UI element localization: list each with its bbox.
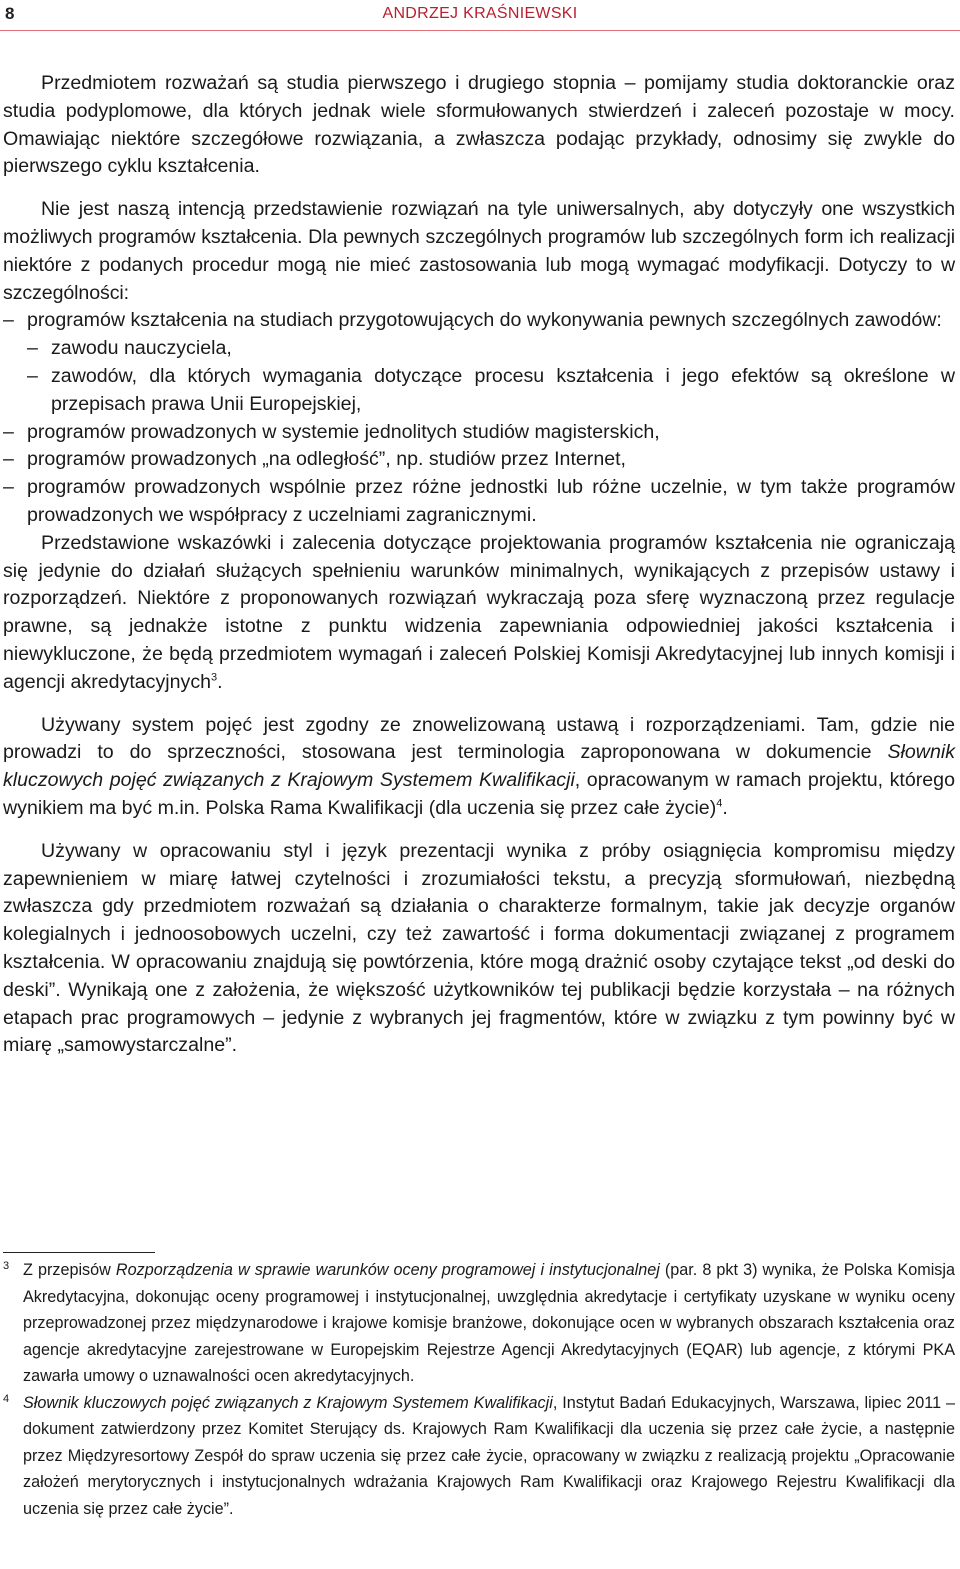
document-title: Słownik kluczowych pojęć związanych z Krajowym Systemem Kwalifikacji: [23, 1393, 553, 1412]
footnote-text: Z przepisów: [23, 1261, 116, 1279]
paragraph-end: .: [217, 670, 223, 693]
page-header: [0, 0, 960, 31]
footnote-number: 3: [3, 1260, 10, 1272]
paragraph-intent: Nie jest naszą intencją przedstawienie rozwiązań na tyle uniwersalnych, aby dotyczyły one wszystkich możliwych programów kształcenia. Dla pewnych szczególnych programów lub szczególnych form ich realizacji niektóre z podanych procedur mogą nie mieć zastosowania lub mogą wymagać modyfikacji. Dotyczy to w szczególności:: [3, 198, 955, 304]
list-item: – programów prowadzonych „na odległość”, np. studiów przez Internet,: [3, 446, 955, 474]
page-number: 8: [5, 4, 15, 23]
special-programs-list: [3, 307, 955, 529]
footnote-text: , Instytut Badań Edukacyjnych, Warszawa, lipiec 2011 – dokument zatwierdzony przez Komitet Sterujący ds. Krajowych Ram Kwalifikacji dla uczenia się przez całe życie, a następnie przez Międzyresortowy Zespół do spraw uczenia się przez całe życie, opracowany w związku z realizacją projektu „Opracowanie założeń merytorycznych i instytucjonalnych wdrażania Krajowych Ram Kwalifikacji oraz Krajowego Rejestru Kwalifikacji dla uczenia się przez całe życie”.: [23, 1393, 955, 1518]
footnote-4: [3, 1390, 955, 1523]
professions-sublist: [27, 335, 955, 418]
footnote-ref-4[interactable]: 4: [716, 797, 723, 810]
main-text: [3, 70, 955, 1060]
paragraph-text: Przedstawione wskazówki i zalecenia dotyczące projektowania programów kształcenia nie ograniczają się jedynie do działań służących spełnieniu warunków minimalnych, wynikających z przepisów ustawy i rozporządzeń. Niektóre z proponowanych rozwiązań wykraczają poza sferę wyznaczoną przez regulacje prawne, są jednakże istotne z punktu widzenia zapewniania odpowiedniej jakości kształcenia i niewykluczone, że będą przedmiotem wymagań i zaleceń Polskiej Komisji Akredytacyjnej lub innych komisji i agencji akredytacyjnych: [3, 531, 955, 693]
footnote-divider: [3, 1252, 155, 1253]
paragraph-scope: Przedmiotem rozważań są studia pierwszego i drugiego stopnia – pomijamy studia doktoranckie oraz studia podyplomowe, dla których jednak wiele sformułowanych stwierdzeń i zaleceń pozostaje w mocy. Omawiając niektóre szczegółowe rozwiązania, a zwłaszcza podając przykłady, odnosimy się zwykle do pierwszego cyklu kształcenia.: [3, 72, 955, 178]
document-title: Słownik kluczowych pojęć związanych z Krajowym Systemem Kwalifikacji: [3, 741, 955, 792]
list-item: [3, 307, 955, 418]
paragraph-style: Używany w opracowaniu styl i język prezentacji wynika z próby osiągnięcia kompromisu między zapewnieniem w miarę łatwej czytelności i zrozumiałości tekstu, a precyzją sformułowań, niezbędną zwłaszcza gdy przedmiotem rozważań są działania o charakterze formalnym, takie jak decyzje organów kolegialnych i jednoosobowych uczelni, czy też zawartość i forma dokumentacji związanej z programem kształcenia. W opracowaniu znajdują się powtórzenia, które mogą drażnić osoby czytające tekst „od deski do deski”. Wynikają one z założenia, że większość użytkowników tej publikacji będzie korzystała – na różnych etapach prac programowych – jedynie z wybranych jej fragmentów, które w związku z tym powinny być w miarę „samowystarczalne”.: [3, 839, 955, 1057]
footnotes: [3, 1252, 955, 1522]
regulation-title: Rozporządzenia w sprawie warunków oceny programowej i instytucjonalnej: [115, 1261, 660, 1279]
list-item: – zawodu nauczyciela,: [27, 335, 955, 363]
footnote-number: 4: [3, 1392, 10, 1405]
list-item: – programów prowadzonych wspólnie przez różne jednostki lub różne uczelnie, w tym także programów prowadzonych we współpracy z uczelniami zagranicznymi.: [3, 474, 955, 530]
paragraph-text: , opracowanym w ramach projektu, którego wynikiem ma być m.in. Polska Rama Kwalifikacji (dla uczenia się przez całe życie): [3, 769, 955, 819]
footnote-ref-3[interactable]: 3: [211, 671, 218, 684]
paragraph-text: Używany system pojęć jest zgodny ze znowelizowaną ustawą i rozporządzeniami. Tam, gdzie nie prowadzi to do sprzeczności, stosowana jest terminologia zaproponowana w dokumencie: [3, 713, 955, 764]
paragraph-end: .: [722, 796, 728, 819]
list-item: – zawodów, dla których wymagania dotyczące procesu kształcenia i jego efektów są określone w przepisach prawa Unii Europejskiej,: [27, 363, 955, 419]
list-item: – programów prowadzonych w systemie jednolitych studiów magisterskich,: [3, 419, 955, 447]
list-item-text: programów kształcenia na studiach przygotowujących do wykonywania pewnych szczególnych zawodów:: [27, 309, 942, 332]
paragraph-terminology: [3, 712, 955, 823]
paragraph-guidelines: [3, 530, 955, 697]
footnote-3: [3, 1257, 955, 1390]
running-head-author: ANDRZEJ KRAŚNIEWSKI: [382, 5, 578, 22]
footnote-text: (par. 8 pkt 3) wynika, że Polska Komisja Akredytacyjna, dokonując oceny programowej i instytucjonalnej, uwzględnia akredytacje i certyfikaty uzyskane w wyniku oceny przeprowadzonej przez międzynarodowe i krajowe komisje branżowe, dokonujące ocen w wybranych obszarach kształcenia oraz agencje akredytacyjne zarejestrowane w Europejskim Rejestrze Agencji Akredytacyjnych (EQAR) lub agencje, z którymi PKA zawarła umowy o uznawalności ocen akredytacyjnych.: [23, 1261, 955, 1385]
